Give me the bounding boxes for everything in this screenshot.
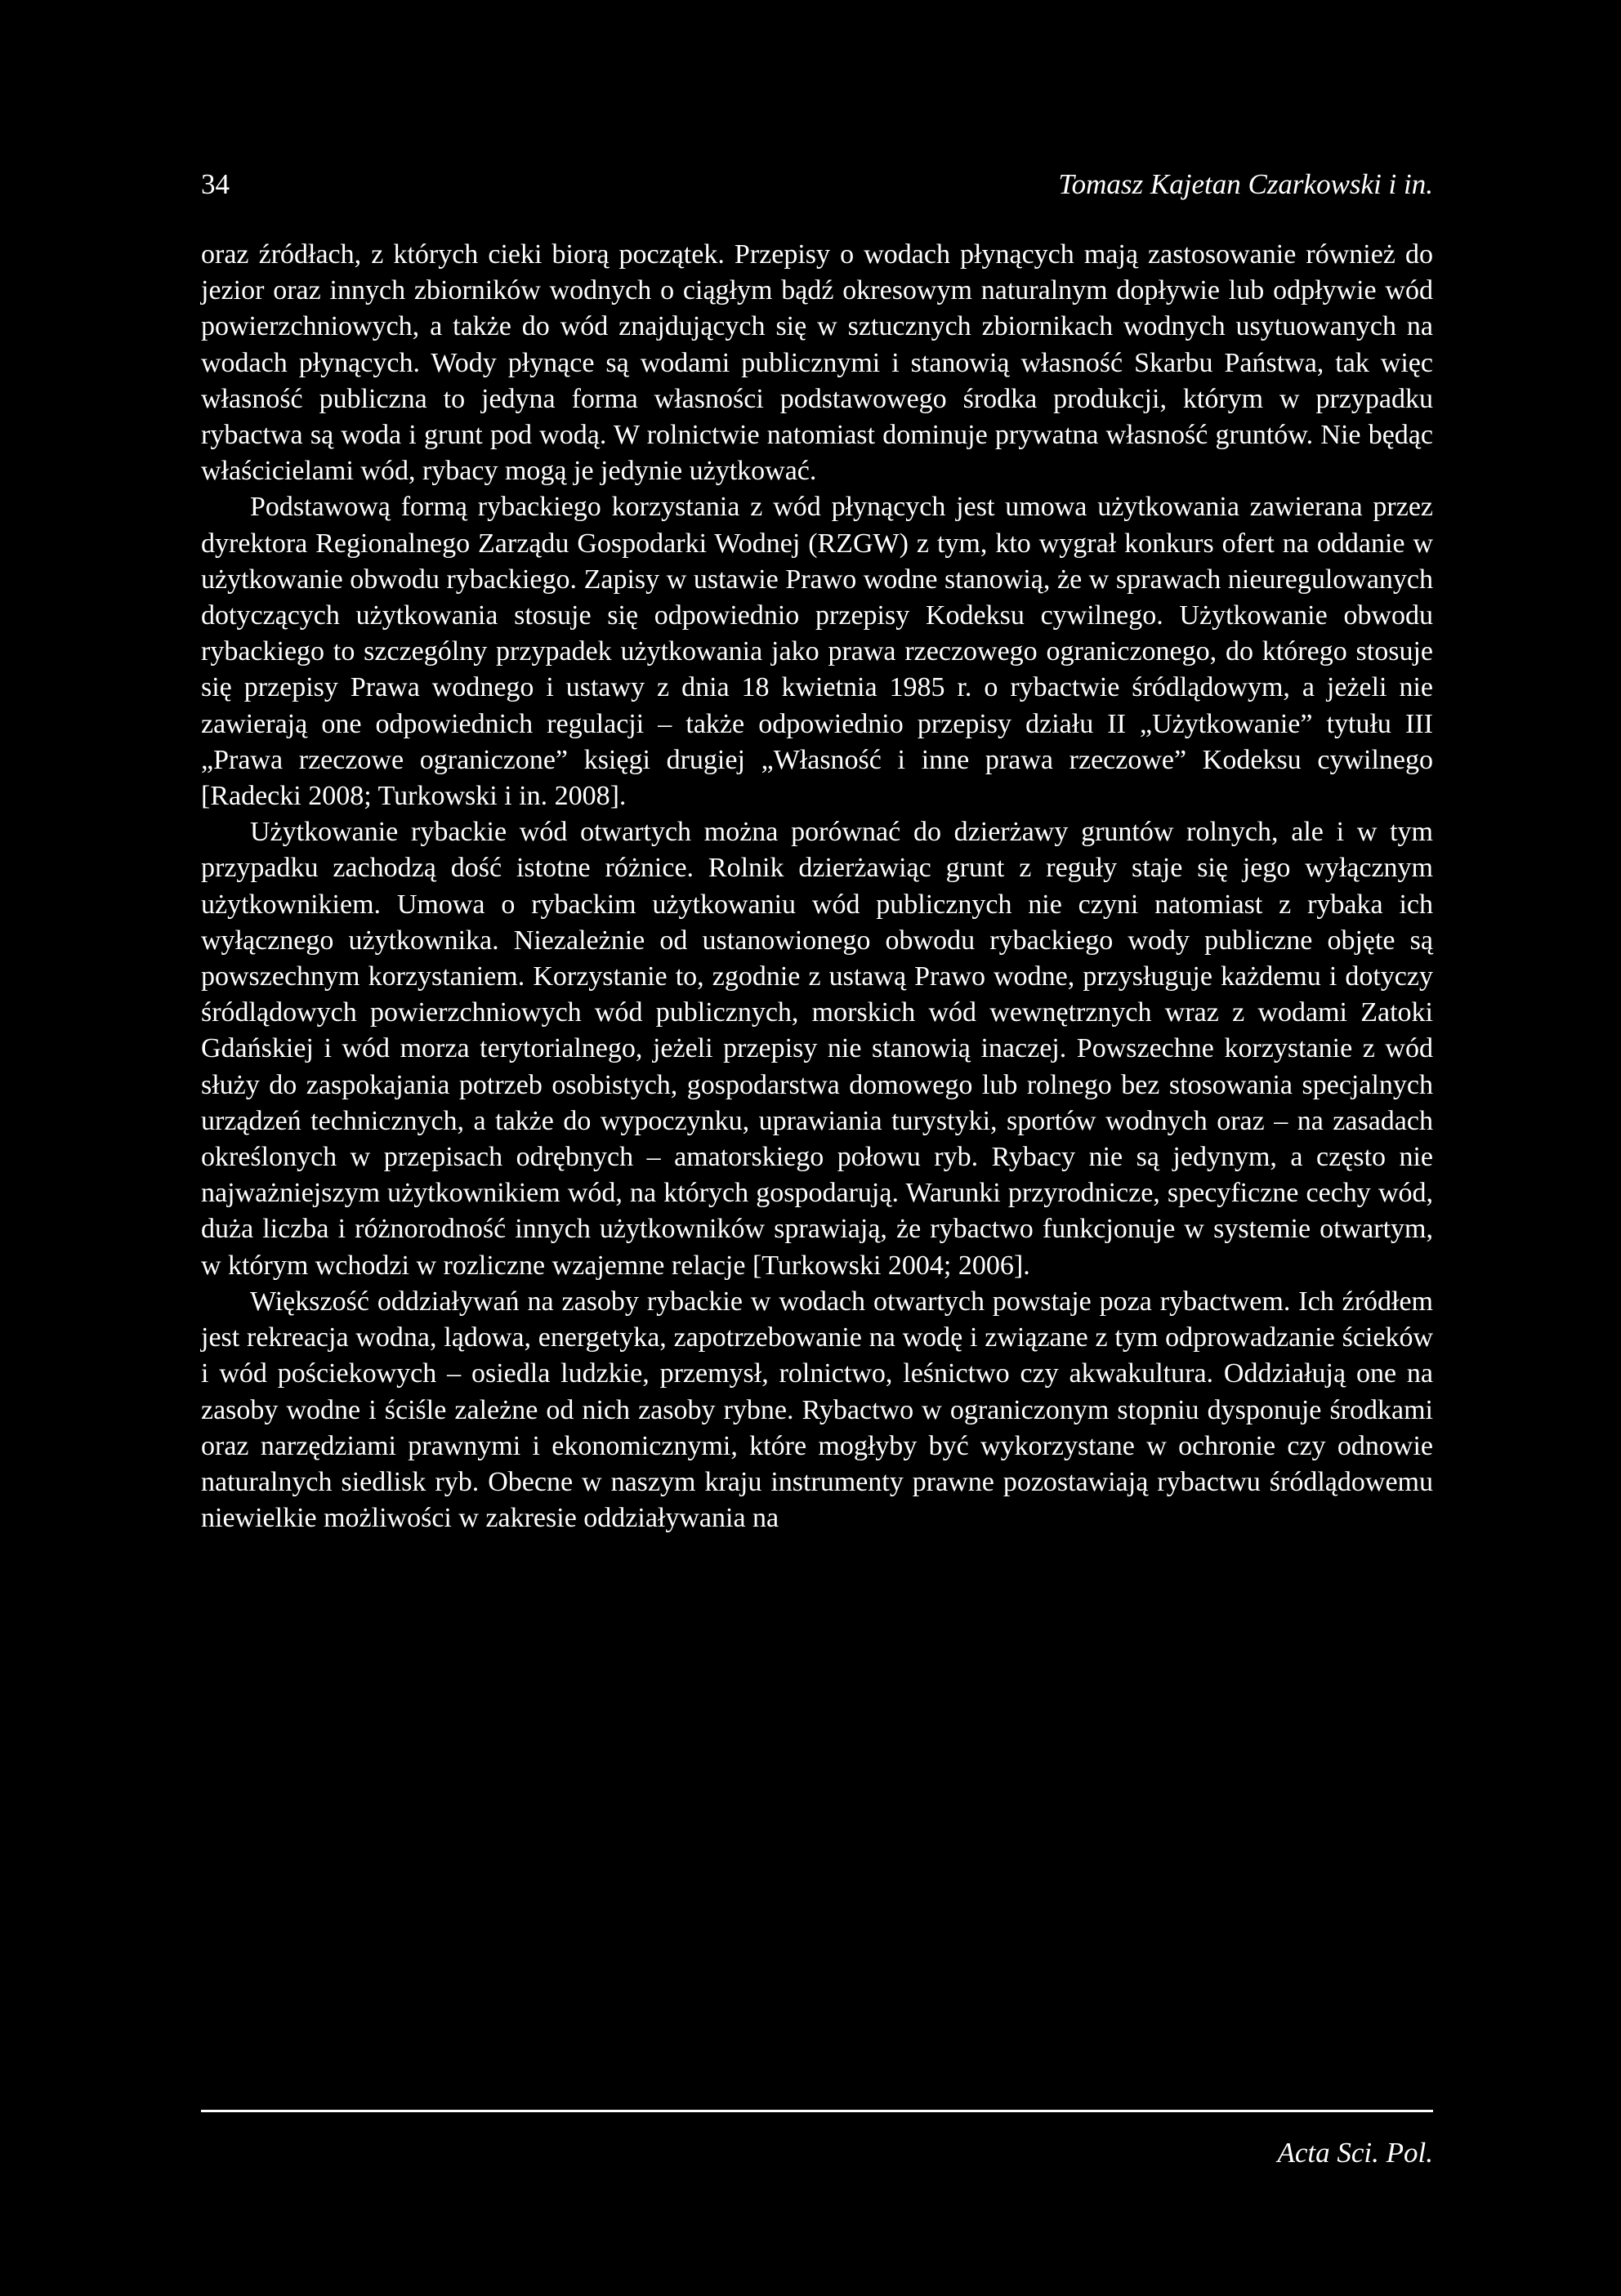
paragraph-open-waters: Użytkowanie rybackie wód otwartych można porównać do dzierżawy gruntów rolnych, ale i w tym przypadku zachodzą dość istotne różnice. Rolnik dzierżawiąc grunt z reguły staje się jego wyłącznym użytkownikiem. Umowa o rybackim użytkowaniu wód publicznych nie czyni natomiast z rybaka ich wyłącznego użytkownika. Niezależnie od ustanowionego obwodu rybackiego wody publiczne objęte są powszechnym korzystaniem. Korzystanie to, zgodnie z ustawą Prawo wodne, przysługuje każdemu i dotyczy śródlądowych powierzchniowych wód publicznych, morskich wód wewnętrznych wraz z wodami Zatoki Gdańskiej i wód morza terytorialnego, jeżeli przepisy nie stanowią inaczej. Powszechne korzystanie z wód służy do zaspokajania potrzeb osobistych, gospodarstwa domowego lub rolnego bez stosowania specjalnych urządzeń technicznych, a także do wypoczynku, uprawiania turystyki, sportów wodnych oraz – na zasadach określonych w przepisach odrębnych – amatorskiego połowu ryb. Rybacy nie są jedynym, a często nie najważniejszym użytkownikiem wód, na których gospodarują. Warunki przyrodnicze, specyficzne cechy wód, duża liczba i różnorodność innych użytkowników sprawiają, że rybactwo funkcjonuje w systemie otwartym, w którym wchodzi w rozliczne wzajemne relacje [Turkowski 2004; 2006].: [201, 817, 1433, 1281]
running-head-authors: Tomasz Kajetan Czarkowski i in.: [1058, 168, 1433, 200]
paragraph-usufruct: Podstawową formą rybackiego korzystania z wód płynących jest umowa użytkowania zawierana przez dyrektora Regionalnego Zarządu Gospodarki Wodnej (RZGW) z tym, kto wygrał konkurs ofert na oddanie w użytkowanie obwodu rybackiego. Zapisy w ustawie Prawo wodne stanowią, że w sprawach nieuregulowanych dotyczących użytkowania stosuje się odpowiednio przepisy Kodeksu cywilnego. Użytkowanie obwodu rybackiego to szczególny przypadek użytkowania jako prawa rzeczowego ograniczonego, do którego stosuje się przepisy Prawa wodnego i ustawy z dnia 18 kwietnia 1985 r. o rybactwie śródlądowym, a jeżeli nie zawierają one odpowiednich regulacji – także odpowiednio przepisy działu II „Użytkowanie” tytułu III „Prawa rzeczowe ograniczone” księgi drugiej „Własność i inne prawa rzeczowe” Kodeksu cywilnego [Radecki 2008; Turkowski i in. 2008].: [201, 492, 1433, 812]
page-header: [201, 160, 1433, 209]
footer-journal-name: Acta Sci. Pol.: [1277, 2137, 1433, 2169]
body-text: [201, 237, 1433, 1536]
paragraph-continued: oraz źródłach, z których cieki biorą początek. Przepisy o wodach płynących mają zastosowanie również do jezior oraz innych zbiorników wodnych o ciągłym bądź okresowym naturalnym dopływie lub odpływie wód powierzchniowych, a także do wód znajdujących się w sztucznych zbiornikach wodnych usytuowanych na wodach płynących. Wody płynące są wodami publicznymi i stanowią własność Skarbu Państwa, tak więc własność publiczna to jedyna forma własności podstawowego środka produkcji, którym w przypadku rybactwa są woda i grunt pod wodą. W rolnictwie natomiast dominuje prywatna własność gruntów. Nie będąc właścicielami wód, rybacy mogą je jedynie użytkować.: [201, 239, 1433, 487]
page-number: 34: [201, 168, 230, 200]
footer-divider: [201, 2110, 1433, 2112]
paragraph-impacts: Większość oddziaływań na zasoby rybackie w wodach otwartych powstaje poza rybactwem. Ich źródłem jest rekreacja wodna, lądowa, energetyka, zapotrzebowanie na wodę i związane z tym odprowadzanie ścieków i wód pościekowych – osiedla ludzkie, przemysł, rolnictwo, leśnictwo czy akwakultura. Oddziałują one na zasoby wodne i ściśle zależne od nich zasoby rybne. Rybactwo w ograniczonym stopniu dysponuje środkami oraz narzędziami prawnymi i ekonomicznymi, które mogłyby być wykorzystane w ochronie czy odnowie naturalnych siedlisk ryb. Obecne w naszym kraju instrumenty prawne pozostawiają rybactwu śródlądowemu niewielkie możliwości w zakresie oddziaływania na: [201, 1286, 1433, 1534]
